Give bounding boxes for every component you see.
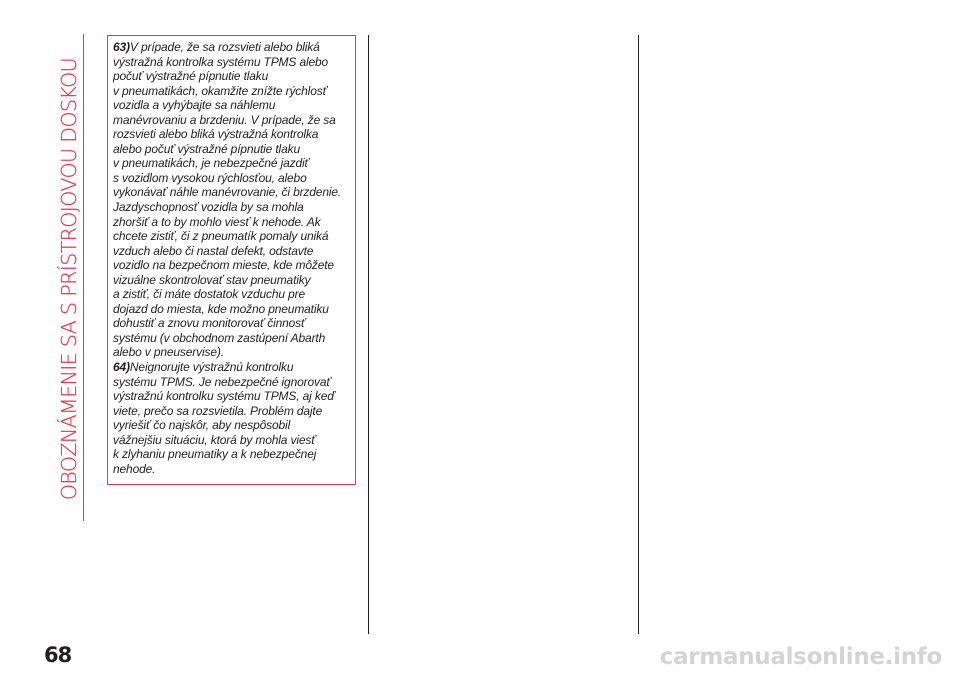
warning-text-block — [113, 40, 351, 476]
chapter-side-title — [54, 34, 84, 524]
warning-63-line-5: vozidla a vyhýbajte sa náhlemu — [113, 98, 276, 113]
column-divider-right — [638, 35, 639, 634]
warning-64-line-8: nehode. — [113, 461, 156, 476]
warning-63-line-18: a zistiť, či máte dostatok vzduchu pre — [113, 287, 305, 302]
warning-63-line-16: vozidlo na bezpečnom mieste, kde môžete — [113, 258, 334, 273]
warning-63-line-9: v pneumatikách, je nebezpečné jazdiť — [113, 156, 309, 171]
warning-63-line-17: vizuálne skontrolovať stav pneumatiky — [113, 272, 311, 287]
warning-63-line-15: vzduch alebo či nastal defekt, odstavte — [113, 243, 314, 258]
warning-63-line-6: manévrovaniu a brzdeniu. V prípade, že sa — [113, 112, 336, 127]
warning-64-line-4: viete, prečo sa rozsvietila. Problém dajte — [113, 403, 323, 418]
warning-64-number: 64) — [113, 360, 130, 375]
warning-63-line-4: v pneumatikách, okamžite znížte rýchlosť — [113, 83, 327, 98]
warning-63-line-20: dohustiť a znovu monitorovať činnosť — [113, 316, 306, 331]
warning-63-line-1: V prípade, že sa rozsvieti alebo bliká — [129, 40, 320, 54]
warning-63-line-3: počuť výstražné pípnutie tlaku — [113, 69, 269, 84]
warning-64-line — [113, 360, 351, 375]
warning-63-line-2: výstražná kontrolka systému TPMS alebo — [113, 54, 329, 69]
watermark-text: carmanualsonline.info — [659, 644, 942, 670]
warning-63-line-19: dojazd do miesta, kde možno pneumatiku — [113, 301, 329, 316]
warning-63-line-10: s vozidlom vysokou rýchlosťou, alebo — [113, 170, 307, 185]
page-number: 68 — [44, 643, 72, 667]
warning-63-line-7: rozsvieti alebo bliká výstražná kontrolka — [113, 127, 319, 142]
warning-63-line-13: zhoršiť a to by mohlo viesť k nehode. Ak — [113, 214, 321, 229]
warning-64-line-3: výstražnú kontrolku systému TPMS, aj keď — [113, 389, 335, 404]
warning-63-line-8: alebo počuť výstražné pípnutie tlaku — [113, 141, 300, 156]
warning-64-line-1: Neignorujte výstražnú kontrolku — [129, 360, 294, 375]
warning-64-line-6: vážnejšiu situáciu, ktorá by mohla viesť — [113, 432, 316, 447]
chapter-title-text: OBOZNÁMENIE SA S PRÍSTROJOVOU DOSKOU — [57, 57, 82, 501]
warning-63-line-22: alebo v pneuservise). — [113, 345, 224, 360]
warning-63-line — [113, 40, 351, 55]
warning-63-line-21: systému (v obchodnom zastúpení Abarth — [113, 330, 326, 345]
warning-63-number: 63) — [113, 40, 130, 54]
chapter-side-rule — [83, 34, 84, 521]
warning-64-line-2: systému TPMS. Je nebezpečné ignorovať — [113, 374, 331, 389]
warning-64-line-7: k zlyhaniu pneumatiky a k nebezpečnej — [113, 447, 317, 462]
warning-63-line-14: chcete zistiť, či z pneumatík pomaly uniká — [113, 229, 329, 244]
warning-64-line-5: vyriešiť čo najskôr, aby nespôsobil — [113, 418, 291, 433]
warning-63-line-11: vykonávať náhle manévrovanie, či brzdenie. — [113, 185, 342, 200]
column-divider-left — [368, 35, 369, 634]
warning-63-line-12: Jazdyschopnosť vozidla by sa mohla — [113, 200, 304, 215]
